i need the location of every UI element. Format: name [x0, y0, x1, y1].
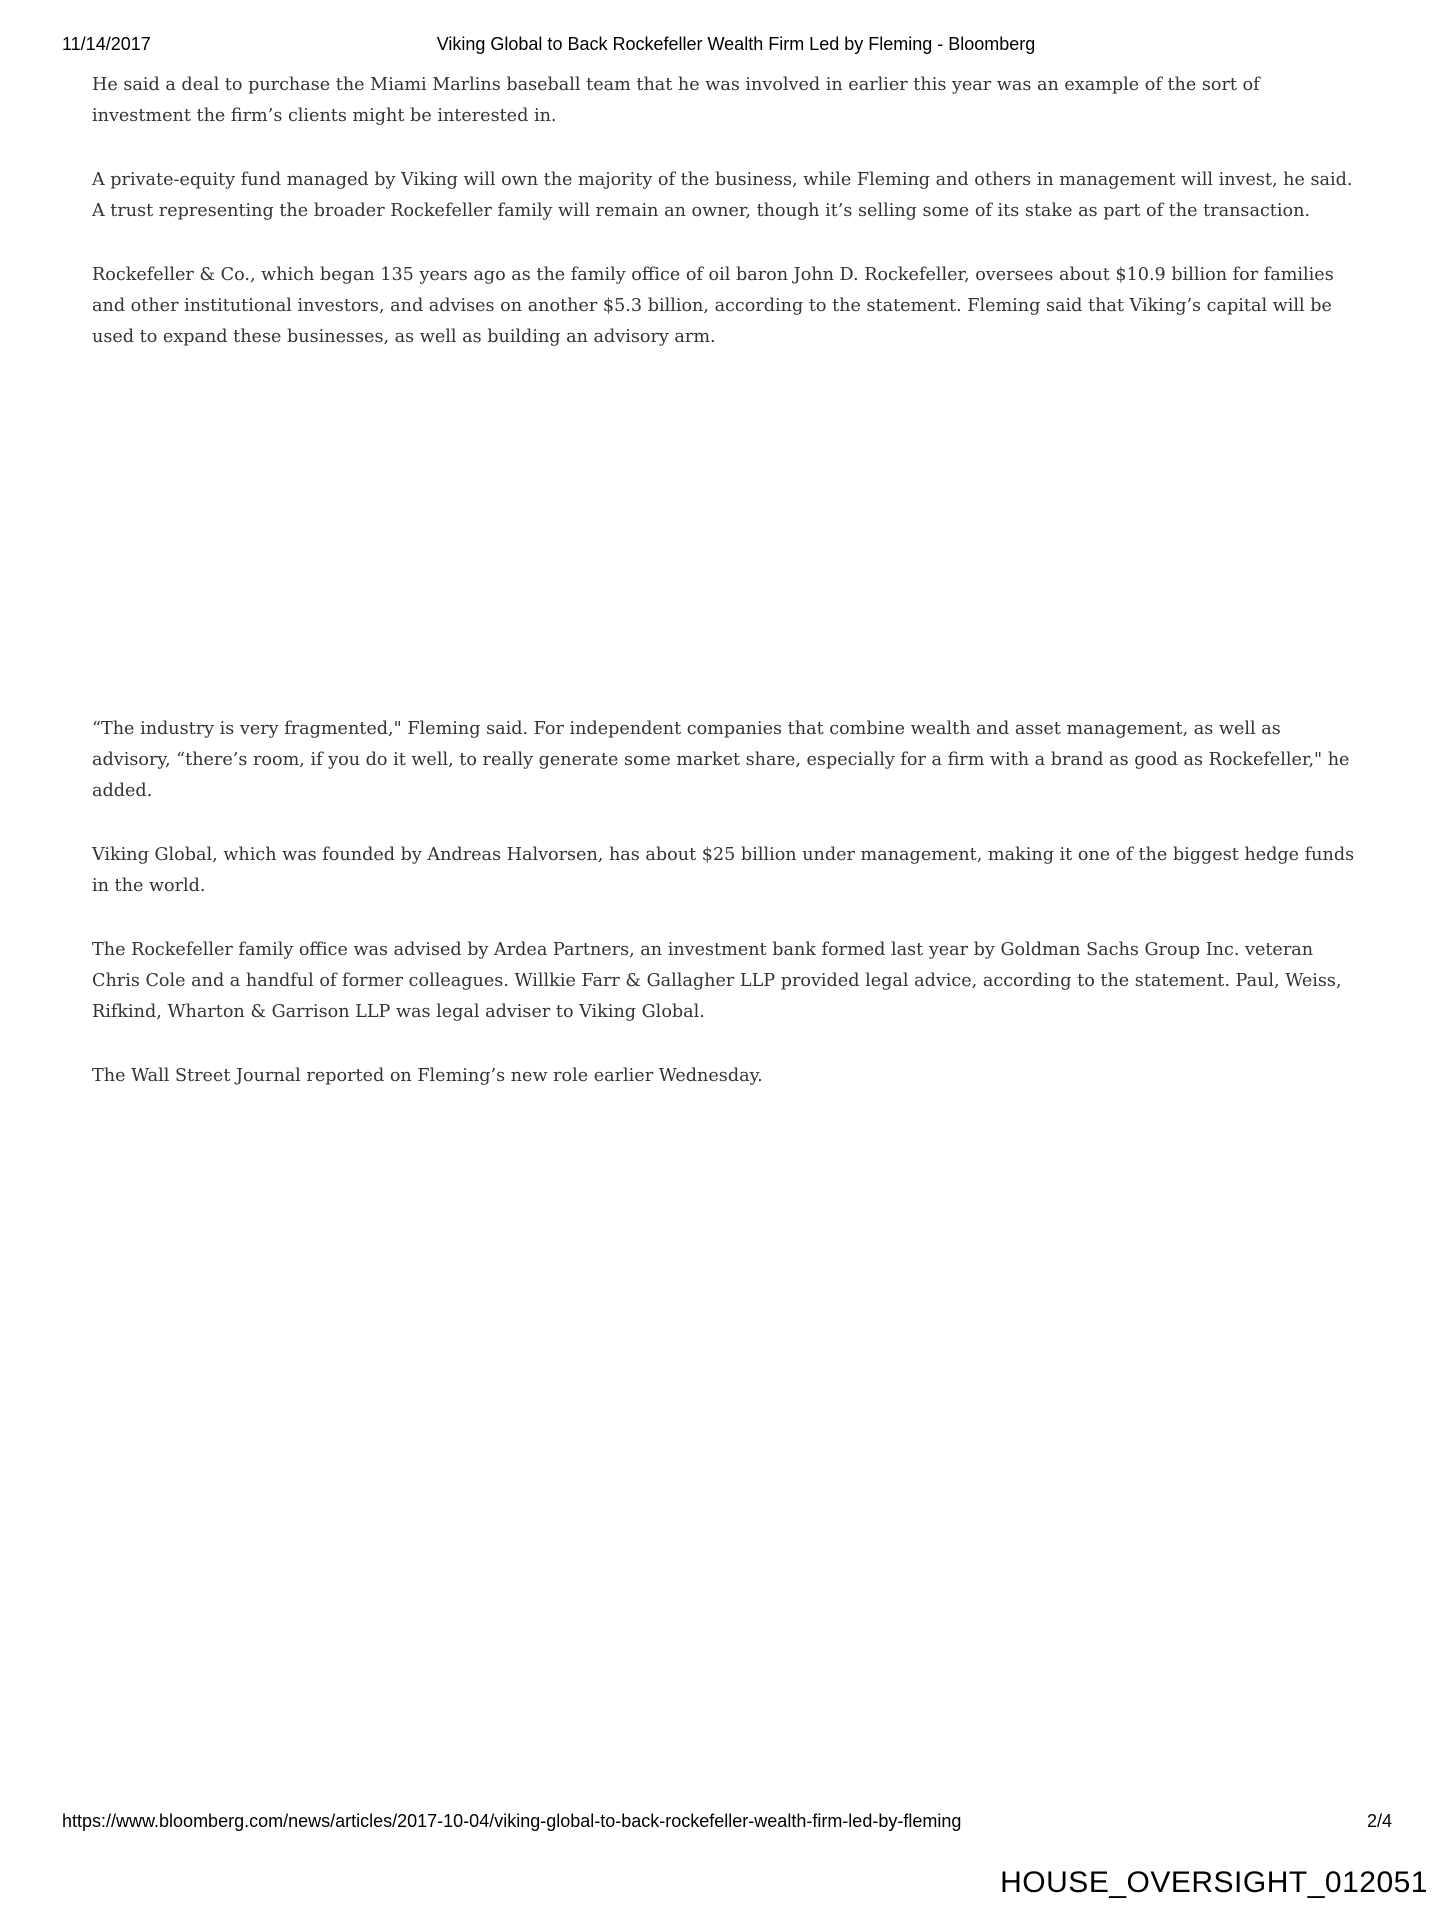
article-paragraph: Rockefeller & Co., which began 135 years ago as the family office of oil baron John D. Rockefeller, oversees about $10.9 billion for families and other institutional investors, and advises on another $5.3 billion, according to the statement. Fleming said that Viking’s capital will be used to expand these businesses, as well as building an advisory arm. — [92, 265, 1334, 347]
article-body — [92, 70, 1362, 1125]
article-paragraph: The Rockefeller family office was advised by Ardea Partners, an investment bank formed last year by Goldman Sachs Group Inc. veteran Chris Cole and a handful of former colleagues. Willkie Farr & Gallagher LLP provided legal advice, according to the statement. Paul, Weiss, Rifkind, Wharton & Garrison LLP was legal adviser to Viking Global. — [92, 940, 1342, 1022]
article-paragraph: The Wall Street Journal reported on Fleming’s new role earlier Wednesday. — [92, 1066, 763, 1086]
article-paragraph: Viking Global, which was founded by Andreas Halvorsen, has about $25 billion under management, making it one of the biggest hedge funds in the world. — [92, 845, 1355, 896]
document-title: Viking Global to Back Rockefeller Wealth Firm Led by Fleming - Bloomberg — [436, 34, 1036, 54]
blank-ad-space — [92, 386, 1362, 714]
print-header — [62, 34, 1392, 58]
article-paragraph: He said a deal to purchase the Miami Marlins baseball team that he was involved in earlier this year was an example of the sort of investment the firm’s clients might be interested in. — [92, 75, 1260, 126]
article-paragraph: A private-equity fund managed by Viking will own the majority of the business, while Fleming and others in management will invest, he said. A trust representing the broader Rockefeller family will remain an owner, though it’s selling some of its stake as part of the transaction. — [92, 170, 1353, 221]
print-date: 11/14/2017 — [62, 34, 151, 54]
bates-number: HOUSE_OVERSIGHT_012051 — [1000, 1866, 1428, 1899]
article-paragraph: “The industry is very fragmented," Fleming said. For independent companies that combine wealth and asset management, as well as advisory, “there’s room, if you do it well, to really generate some market share, especially for a firm with a brand as good as Rockefeller," he added. — [92, 719, 1350, 801]
print-footer — [62, 1811, 1392, 1835]
page-url: https://www.bloomberg.com/news/articles/2017-10-04/viking-global-to-back-rockefeller-wealth-firm-led-by-fleming — [62, 1811, 962, 1831]
page-number: 2/4 — [1366, 1811, 1392, 1831]
